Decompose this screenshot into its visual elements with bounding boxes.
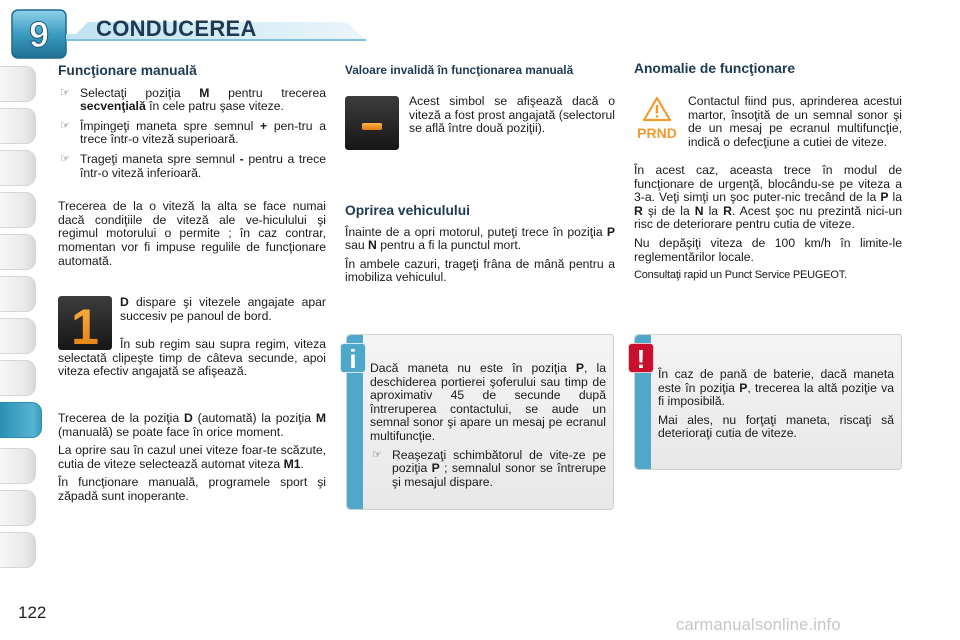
chapter-number: 9: [28, 14, 50, 55]
paragraph: Trecerea de la o viteză la alta se face numai dacă condiţiile de viteză ale ve-hiculului şi regimul motorului o permite ; în caz contrar, momentan vor fi impuse regulile de funcţionare automată.: [58, 199, 326, 268]
chapter-tab[interactable]: [0, 150, 36, 186]
display-description: D dispare şi vitezele angajate apar succesiv pe panoul de bord.: [120, 295, 326, 323]
paragraph: În funcţionare manuală, programele sport şi zăpadă sunt inoperante.: [58, 475, 326, 503]
chapter-tab[interactable]: [0, 276, 36, 312]
page-number: 122: [18, 603, 47, 622]
chapter-tab[interactable]: [0, 490, 36, 526]
pointer-icon: ☞: [60, 119, 70, 132]
page-title: CONDUCEREA: [96, 16, 257, 41]
list-item: ☞ Selectaţi poziţia M pentru trecerea secvenţială în cele patru şase viteze.: [60, 85, 326, 114]
section-title-invalid: Valoare invalidă în funcţionarea manuală: [345, 63, 574, 77]
gearbox-warning-icon: [634, 96, 680, 142]
right-column-body: În acest caz, aceasta trece în modul de funcţionare de urgenţă, blocându-se pe viteza a 3-a. Veţi simţi un şoc puter-nic trecând de la P la R şi de la N la R. Acest şoc nu prezintă nici-un risc de deteriorare pentru cutia de viteze. Nu depăşiţi viteza de 100 km/h în limite-le reglementărilor locale. Consultaţi rapid un Punct Service PEUGEOT.: [634, 163, 903, 282]
chapter-badge: [10, 8, 70, 60]
chapter-tab-active[interactable]: [0, 402, 42, 438]
pointer-icon: ☞: [60, 86, 70, 99]
left-column: [58, 64, 326, 273]
chapter-tab[interactable]: [0, 532, 36, 568]
middle-column-stop: Oprirea vehiculului Înainte de a opri motorul, puteţi trece în poziţia P sau N pentru a fi la punctul mort. În ambele cazuri, trageţi frâna de mână pentru a imobiliza vehiculul.: [345, 203, 615, 285]
middle-column: [345, 64, 615, 77]
section-title-anomaly: Anomalie de funcţionare: [634, 61, 795, 76]
info-note-text: Dacă maneta nu este în poziţia P, la deschiderea portierei şoferului sau timp de aproximativ 45 de secunde după întreruperea contactului, se aude un semnal sonor şi apare un mesaj pe ecranul multifuncţie. ☞ Reaşezaţi schimbătorul de vite-ze pe poziţia P ; semnalul sonor se întrerupe şi mesajul dispare.: [370, 361, 606, 489]
chapter-tab[interactable]: [0, 66, 36, 102]
paragraph: Consultaţi rapid un Punct Service PEUGEOT.: [634, 269, 847, 282]
list-item: ☞ Reaşezaţi schimbătorul de vite-ze pe poziţia P ; semnalul sonor se întrerupe şi mesajul dispare.: [372, 447, 606, 489]
list-item: ☞ Împingeţi maneta spre semnul + pen-tru a trece într-o viteză superioară.: [60, 118, 326, 147]
section-title-stop: Oprirea vehiculului: [345, 203, 470, 218]
paragraph: În sub regim sau supra regim, viteza selectată clipeşte timp de câteva secunde, apoi viteza efectiv angajată se afişează.: [58, 337, 326, 379]
paragraph: Nu depăşiţi viteza de 100 km/h în limite-le reglementărilor locale.: [634, 235, 902, 264]
invalid-gear-display-image: [345, 96, 399, 150]
pointer-icon: ☞: [372, 448, 382, 461]
chapter-tab[interactable]: [0, 448, 36, 484]
chapter-tab[interactable]: [0, 360, 36, 396]
dash-symbol: [362, 123, 382, 130]
svg-text:!: !: [636, 344, 646, 373]
right-column: [634, 62, 902, 76]
prnd-label: PRND: [637, 125, 677, 141]
watermark: carmanualsonline.info: [676, 616, 841, 634]
invalid-description: Acest simbol se afişează dacă o viteză a fost prost angajată (selectorul se află între două poziţii).: [409, 94, 615, 136]
warning-icon: [628, 343, 654, 373]
info-icon: [340, 343, 366, 373]
pointer-icon: ☞: [60, 152, 70, 165]
svg-text:i: i: [349, 344, 357, 373]
chapter-tab[interactable]: [0, 192, 36, 228]
warning-description-top: Contactul fiind pus, aprinderea acestui martor, însoţită de un semnal sonor şi de un mesaj pe ecranul multifuncţie, indică o defecţiune a cutiei de viteze.: [688, 94, 902, 149]
paragraph: În ambele cazuri, trageţi frâna de mână pentru a imobiliza vehiculul.: [345, 256, 615, 285]
list-item: ☞ Trageţi maneta spre semnul - pentru a trece într-o viteză inferioară.: [60, 151, 327, 180]
left-column-bottom: Trecerea de la poziţia D (automată) la poziţia M (manuală) se poate face în orice moment. La oprire sau în cazul unei viteze foar-te scăzute, cutia de viteze selectează automat viteza M1. În funcţionare manuală, programele sport şi zăpadă sunt inoperante.: [58, 411, 326, 503]
chapter-tabs: [0, 58, 40, 588]
section-title-manual: Funcţionare manuală: [58, 63, 197, 78]
warning-note-text: În caz de pană de baterie, dacă maneta este în poziţia P, trecerea la altă poziţie va fi imposibilă. Mai ales, nu forţaţi maneta, riscaţi să deterioraţi cutia de viteze.: [658, 367, 894, 441]
chapter-tab[interactable]: [0, 234, 36, 270]
chapter-tab[interactable]: [0, 108, 36, 144]
gear-digit: 1: [71, 299, 99, 350]
chapter-tab[interactable]: [0, 318, 36, 354]
